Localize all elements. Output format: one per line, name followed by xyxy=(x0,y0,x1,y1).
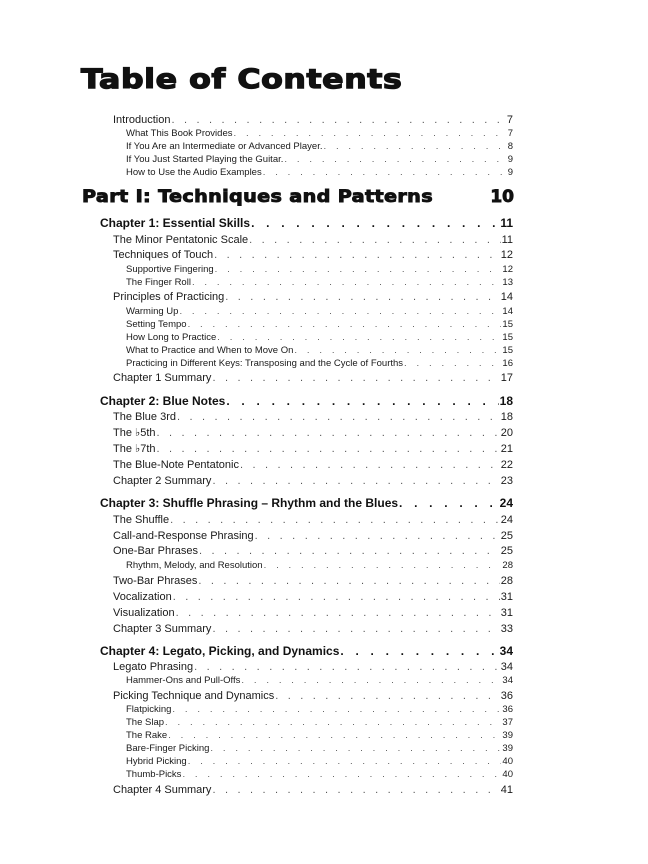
toc-section-entry[interactable] xyxy=(113,660,513,675)
entry-page-number: 25 xyxy=(500,530,513,542)
toc-section-entry[interactable] xyxy=(113,458,513,473)
toc-subsection-entry[interactable] xyxy=(126,357,513,370)
dot-leader xyxy=(210,742,501,755)
entry-page-number: 28 xyxy=(502,560,513,571)
entry-title: The Minor Pentatonic Scale xyxy=(113,234,249,246)
toc-subsection-entry[interactable] xyxy=(126,729,513,742)
entry-page-number: 14 xyxy=(502,306,513,317)
dot-leader xyxy=(404,357,501,370)
entry-title: Hammer-Ons and Pull-Offs xyxy=(126,675,241,686)
entry-page-number: 15 xyxy=(502,332,513,343)
entry-page-number: 7 xyxy=(507,128,513,139)
entry-title: The Slap xyxy=(126,717,165,728)
entry-page-number: 39 xyxy=(502,743,513,754)
part-title: Part I: Techniques and Patterns xyxy=(82,187,433,207)
part-page-number: 10 xyxy=(490,187,514,207)
entry-page-number: 11 xyxy=(501,234,513,246)
entry-page-number: 15 xyxy=(502,345,513,356)
dot-leader xyxy=(199,544,500,559)
toc-subsection-entry[interactable] xyxy=(126,263,513,276)
toc-subsection-entry[interactable] xyxy=(126,140,513,153)
entry-title: Supportive Fingering xyxy=(126,264,214,275)
entry-title: Chapter 2 Summary xyxy=(113,475,212,487)
dot-leader xyxy=(255,529,500,544)
entry-page-number: 36 xyxy=(502,704,513,715)
dot-leader xyxy=(194,660,500,675)
entry-title: Chapter 1 Summary xyxy=(113,372,212,384)
toc-section-entry[interactable] xyxy=(113,371,513,386)
entry-title: Introduction xyxy=(113,114,171,126)
dot-leader xyxy=(284,153,506,166)
dot-leader xyxy=(225,290,499,305)
toc-subsection-entry[interactable] xyxy=(126,768,513,781)
dot-leader xyxy=(172,703,501,716)
toc-subsection-entry[interactable] xyxy=(126,276,513,289)
toc-section-entry[interactable] xyxy=(113,114,513,127)
toc-chapter-entry[interactable] xyxy=(100,495,513,511)
dot-leader xyxy=(340,643,498,659)
entry-page-number: 36 xyxy=(500,690,513,702)
dot-leader xyxy=(251,215,499,231)
entry-page-number: 16 xyxy=(502,358,513,369)
entry-page-number: 31 xyxy=(500,607,513,619)
entry-title: If You Just Started Playing the Guitar. xyxy=(126,154,284,165)
dot-leader xyxy=(214,248,500,263)
entry-title: What This Book Provides xyxy=(126,128,233,139)
entry-page-number: 40 xyxy=(502,756,513,767)
toc-section-entry[interactable] xyxy=(113,574,513,589)
entry-title: Chapter 2: Blue Notes xyxy=(100,394,226,408)
dot-leader xyxy=(399,495,499,511)
entry-title: The Shuffle xyxy=(113,514,170,526)
entry-page-number: 20 xyxy=(500,427,513,439)
entry-page-number: 17 xyxy=(500,372,513,384)
toc-subsection-entry[interactable] xyxy=(126,166,513,179)
entry-title: Warming Up xyxy=(126,306,179,317)
entry-page-number: 34 xyxy=(499,644,513,658)
toc-subsection-entry[interactable] xyxy=(126,318,513,331)
entry-title: The Blue-Note Pentatonic xyxy=(113,459,239,471)
toc-subsection-entry[interactable] xyxy=(126,305,513,318)
toc-subsection-entry[interactable] xyxy=(126,703,513,716)
entry-title: Thumb-Picks xyxy=(126,769,182,780)
dot-leader xyxy=(275,689,500,704)
dot-leader xyxy=(179,305,501,318)
entry-title: Principles of Practicing xyxy=(113,291,225,303)
toc-subsection-entry[interactable] xyxy=(126,559,513,572)
entry-title: One-Bar Phrases xyxy=(113,545,198,557)
entry-page-number: 12 xyxy=(500,249,513,261)
entry-page-number: 24 xyxy=(499,496,513,510)
entry-page-number: 14 xyxy=(500,291,513,303)
toc-subsection-entry[interactable] xyxy=(126,716,513,729)
entry-page-number: 34 xyxy=(502,675,513,686)
toc-section-entry[interactable] xyxy=(113,622,513,637)
entry-page-number: 9 xyxy=(507,154,513,165)
entry-page-number: 12 xyxy=(502,264,513,275)
entry-page-number: 13 xyxy=(502,277,513,288)
entry-page-number: 25 xyxy=(500,545,513,557)
entry-page-number: 15 xyxy=(502,319,513,330)
entry-title: Techniques of Touch xyxy=(113,249,214,261)
entry-title: What to Practice and When to Move On xyxy=(126,345,294,356)
entry-page-number: 22 xyxy=(500,459,513,471)
entry-title: Chapter 3 Summary xyxy=(113,623,212,635)
entry-page-number: 37 xyxy=(502,717,513,728)
dot-leader xyxy=(233,127,506,140)
toc-section-entry[interactable] xyxy=(113,410,513,425)
entry-page-number: 40 xyxy=(502,769,513,780)
entry-page-number: 28 xyxy=(500,575,513,587)
toc-section-entry[interactable] xyxy=(113,248,513,263)
dot-leader xyxy=(173,590,500,605)
dot-leader xyxy=(294,344,501,357)
entry-page-number: 21 xyxy=(500,443,513,455)
entry-title: The ♭5th xyxy=(113,427,156,439)
dot-leader xyxy=(168,729,501,742)
toc-section-entry[interactable] xyxy=(113,474,513,489)
toc-section-entry[interactable] xyxy=(113,290,513,305)
entry-title: Practicing in Different Keys: Transposing and the Cycle of Fourths xyxy=(126,358,404,369)
entry-page-number: 9 xyxy=(507,167,513,178)
dot-leader xyxy=(198,574,499,589)
dot-leader xyxy=(215,263,502,276)
toc-subsection-entry[interactable] xyxy=(126,674,513,687)
entry-title: Chapter 4 Summary xyxy=(113,784,212,796)
entry-page-number: 7 xyxy=(506,114,513,126)
entry-title: How to Use the Audio Examples xyxy=(126,167,262,178)
entry-title: Flatpicking xyxy=(126,704,172,715)
dot-leader xyxy=(212,622,499,637)
toc-section-entry[interactable] xyxy=(113,426,513,441)
entry-title: If You Are an Intermediate or Advanced Player. xyxy=(126,141,323,152)
page-title: Table of Contents xyxy=(81,64,403,95)
entry-page-number: 33 xyxy=(500,623,513,635)
toc-subsection-entry[interactable] xyxy=(126,755,513,768)
dot-leader xyxy=(165,716,501,729)
part-heading[interactable] xyxy=(82,187,514,211)
dot-leader xyxy=(188,755,502,768)
toc-section-entry[interactable] xyxy=(113,233,513,248)
dot-leader xyxy=(157,442,500,457)
dot-leader xyxy=(263,166,507,179)
toc-section-entry[interactable] xyxy=(113,590,513,605)
dot-leader xyxy=(171,114,505,127)
entry-page-number: 11 xyxy=(500,216,513,230)
toc-subsection-entry[interactable] xyxy=(126,331,513,344)
dot-leader xyxy=(212,474,499,489)
dot-leader xyxy=(176,606,500,621)
entry-title: Legato Phrasing xyxy=(113,661,194,673)
dot-leader xyxy=(323,140,506,153)
toc-section-entry[interactable] xyxy=(113,783,513,798)
entry-title: Visualization xyxy=(113,607,175,619)
toc-subsection-entry[interactable] xyxy=(126,153,513,166)
entry-title: Vocalization xyxy=(113,591,172,603)
dot-leader xyxy=(157,426,500,441)
toc-subsection-entry[interactable] xyxy=(126,742,513,755)
entry-title: Rhythm, Melody, and Resolution xyxy=(126,560,263,571)
toc-chapter-entry[interactable] xyxy=(100,643,513,659)
entry-page-number: 41 xyxy=(500,784,513,796)
toc-section-entry[interactable] xyxy=(113,442,513,457)
entry-page-number: 23 xyxy=(500,475,513,487)
entry-title: Hybrid Picking xyxy=(126,756,187,767)
entry-title: The Blue 3rd xyxy=(113,411,176,423)
dot-leader xyxy=(217,331,501,344)
entry-title: Chapter 1: Essential Skills xyxy=(100,216,251,230)
dot-leader xyxy=(249,233,500,248)
entry-page-number: 39 xyxy=(502,730,513,741)
dot-leader xyxy=(177,410,500,425)
entry-title: Chapter 4: Legato, Picking, and Dynamics xyxy=(100,644,340,658)
dot-leader xyxy=(226,393,498,409)
dot-leader xyxy=(241,674,501,687)
dot-leader xyxy=(170,513,500,528)
dot-leader xyxy=(182,768,501,781)
dot-leader xyxy=(192,276,501,289)
entry-page-number: 18 xyxy=(499,394,513,408)
entry-title: Call-and-Response Phrasing xyxy=(113,530,254,542)
dot-leader xyxy=(212,371,499,386)
toc-subsection-entry[interactable] xyxy=(126,127,513,140)
entry-page-number: 24 xyxy=(500,514,513,526)
toc-chapter-entry[interactable] xyxy=(100,393,513,409)
entry-title: The Rake xyxy=(126,730,168,741)
entry-title: Two-Bar Phrases xyxy=(113,575,198,587)
entry-title: How Long to Practice xyxy=(126,332,217,343)
toc-subsection-entry[interactable] xyxy=(126,344,513,357)
toc-section-entry[interactable] xyxy=(113,689,513,704)
entry-page-number: 34 xyxy=(500,661,513,673)
toc-section-entry[interactable] xyxy=(113,513,513,528)
entry-title: Chapter 3: Shuffle Phrasing – Rhythm and the Blues xyxy=(100,496,399,510)
toc-section-entry[interactable] xyxy=(113,544,513,559)
entry-page-number: 18 xyxy=(500,411,513,423)
entry-title: The Finger Roll xyxy=(126,277,191,288)
entry-page-number: 8 xyxy=(507,141,513,152)
dot-leader xyxy=(188,318,502,331)
entry-title: The ♭7th xyxy=(113,443,156,455)
entry-page-number: 31 xyxy=(500,591,513,603)
dot-leader xyxy=(264,559,502,572)
toc-chapter-entry[interactable] xyxy=(100,215,513,231)
entry-title: Bare-Finger Picking xyxy=(126,743,210,754)
entry-title: Setting Tempo xyxy=(126,319,187,330)
toc-section-entry[interactable] xyxy=(113,606,513,621)
entry-title: Picking Technique and Dynamics xyxy=(113,690,275,702)
toc-section-entry[interactable] xyxy=(113,529,513,544)
dot-leader xyxy=(240,458,500,473)
dot-leader xyxy=(212,783,499,798)
